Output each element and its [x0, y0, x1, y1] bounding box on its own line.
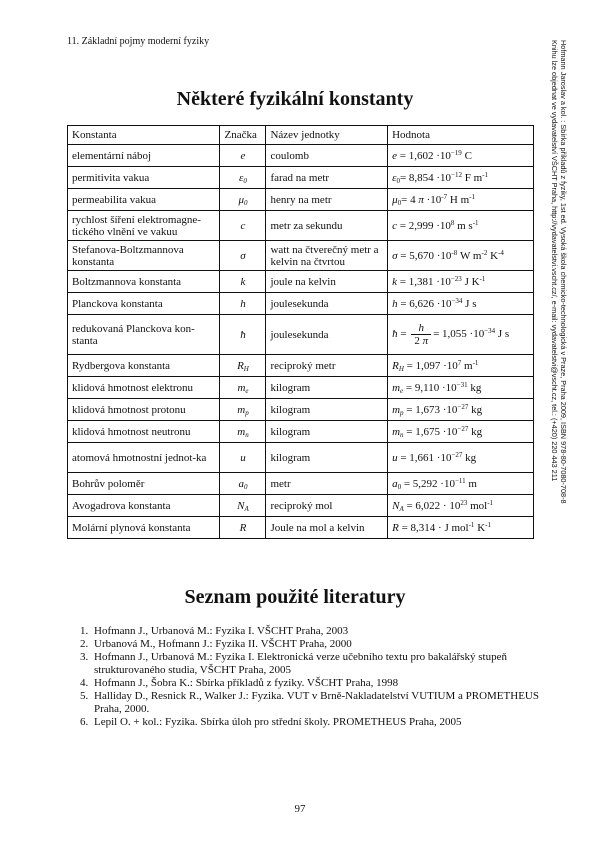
constant-name: Avogadrova konstanta [68, 495, 220, 517]
table-row [68, 421, 534, 443]
constants-title: Některé fyzikální konstanty [176, 88, 414, 110]
constant-symbol: $m_n$ [220, 421, 266, 443]
list-item: 1. Hofmann J., Urbanová M.: Fyzika I. VŠCHT Praha, 2003 [91, 625, 551, 638]
constant-value: $u = 1,661 \cdot 10^{-27}$ kg [388, 443, 534, 473]
constant-symbol: $m_e$ [220, 377, 266, 399]
table-row [68, 167, 534, 189]
constant-name: Planckova konstanta [68, 293, 220, 315]
constant-name: elementární náboj [68, 145, 220, 167]
side-note-line: Hofmann Jaroslav a kol. : Sbírka příkladů z fyziky, 1st ed. Vysoká škola chemicko-technologická v Praze, Praha 2009, ISBN 978-80-7080-708-8 [559, 40, 568, 504]
constant-symbol: $\mu_0$ [220, 189, 266, 211]
table-row [68, 517, 534, 539]
unit-name: kilogram [266, 443, 388, 473]
table-row [68, 377, 534, 399]
unit-name: kilogram [266, 377, 388, 399]
constant-symbol: ħ [220, 315, 266, 355]
constant-symbol: c [220, 211, 266, 241]
list-item: 5. Halliday D., Resnick R., Walker J.: Fyzika. VUT v Brně-Nakladatelství VUTIUM a PROMETHEUS Praha, 2000. [91, 690, 551, 716]
constant-value: $m_n = 1,675 \cdot 10^{-27}$ kg [388, 421, 534, 443]
constant-value: R = 8,314 · J mol$^{-1}$ $K^{-1}$ [388, 517, 534, 539]
constant-symbol: $a_0$ [220, 473, 266, 495]
list-item: 2. Urbanová M., Hofmann J.: Fyzika II. VŠCHT Praha, 2000 [91, 638, 551, 651]
constant-name: klidová hmotnost neutronu [68, 421, 220, 443]
table-row [68, 399, 534, 421]
column-header: Konstanta [68, 126, 220, 145]
constant-name: permitivita vakua [68, 167, 220, 189]
constant-value: $c = 2,999 \cdot 10^8$ m $s^{-1}$ [388, 211, 534, 241]
table-row [68, 495, 534, 517]
constant-value: $m_e = 9,110 \cdot 10^{-31}$ kg [388, 377, 534, 399]
unit-name: kilogram [266, 399, 388, 421]
constant-symbol: $\varepsilon_0$ [220, 167, 266, 189]
constant-value: $\varepsilon_0= 8,854 \cdot 10^{-12}$ F $m^{-1}$ [388, 167, 534, 189]
unit-name: metr [266, 473, 388, 495]
table-row [68, 355, 534, 377]
unit-name: reciproký metr [266, 355, 388, 377]
constant-value: $m_p = 1,673 \cdot 10^{-27}$ kg [388, 399, 534, 421]
constant-symbol: σ [220, 241, 266, 271]
constant-symbol: h [220, 293, 266, 315]
side-note-line: Knihu lze objednat ve vydavatelství VŠCHT Praha, http://vydavatelstvi.vscht.cz/, e-mail: vydavatelstvi@vscht.cz, tel.: (+420) 220 443 211 [550, 40, 559, 482]
table-row [68, 189, 534, 211]
column-header: Značka [220, 126, 266, 145]
constant-value: $\sigma = 5,670 \cdot 10^{-8}$ W $m^{-2}$ $K^{-4}$ [388, 241, 534, 271]
constant-value: $a_0 = 5,292 \cdot 10^{-11}$ m [388, 473, 534, 495]
constant-symbol: k [220, 271, 266, 293]
constant-name: klidová hmotnost protonu [68, 399, 220, 421]
column-header: Hodnota [388, 126, 534, 145]
table-row [68, 271, 534, 293]
table-row [68, 315, 534, 355]
unit-name: metr za sekundu [266, 211, 388, 241]
list-item: 3. Hofmann J., Urbanová M.: Fyzika I. Elektronická verze učebního textu pro bakalářský stupeň strukturovaného studia, VŠCHT Praha, 2005 [91, 651, 551, 677]
table-header-row [68, 126, 534, 145]
constant-symbol: $N_A$ [220, 495, 266, 517]
constant-name: redukovaná Planckova kon-stanta [68, 315, 220, 355]
unit-name: Joule na mol a kelvin [266, 517, 388, 539]
constant-name: permeabilita vakua [68, 189, 220, 211]
table-row [68, 211, 534, 241]
table-row [68, 241, 534, 271]
constant-value: $e = 1,602 \cdot 10^{-19}$ C [388, 145, 534, 167]
constant-name: Molární plynová konstanta [68, 517, 220, 539]
table-row [68, 443, 534, 473]
side-note-citation [550, 40, 568, 570]
unit-name: watt na čtverečný metr a kelvin na čtvrtou [266, 241, 388, 271]
column-header: Název jednotky [266, 126, 388, 145]
unit-name: kilogram [266, 421, 388, 443]
constant-name: Stefanova-Boltzmannova konstanta [68, 241, 220, 271]
constant-value: $k = 1,381 \cdot 10^{-23}$ J $K^{-1}$ [388, 271, 534, 293]
constant-value: ħ = $\frac{h}{2 \pi}$ = $1,055 \cdot 10^{-34}$ J s [388, 315, 534, 355]
list-item: 6. Lepil O. + kol.: Fyzika. Sbírka úloh pro střední školy. PROMETHEUS Praha, 2005 [91, 716, 551, 729]
table-row [68, 293, 534, 315]
constant-name: Bohrův poloměr [68, 473, 220, 495]
constant-symbol: e [220, 145, 266, 167]
table-row [68, 473, 534, 495]
unit-name: farad na metr [266, 167, 388, 189]
constant-symbol: $m_p$ [220, 399, 266, 421]
constant-name: atomová hmotnostní jednot-ka [68, 443, 220, 473]
unit-name: reciproký mol [266, 495, 388, 517]
constant-name: Rydbergova konstanta [68, 355, 220, 377]
constant-symbol: u [220, 443, 266, 473]
table-row [68, 145, 534, 167]
constant-symbol: R [220, 517, 266, 539]
constant-name: Boltzmannova konstanta [68, 271, 220, 293]
constant-name: rychlost šíření elektromagne-tického vlnění ve vakuu [68, 211, 220, 241]
constant-symbol: $R_H$ [220, 355, 266, 377]
list-item: 4. Hofmann J., Šobra K.: Sbírka příkladů z fyziky. VŠCHT Praha, 1998 [91, 677, 551, 690]
constant-value: $h = 6,626 \cdot 10^{-34}$ J s [388, 293, 534, 315]
constant-value: $R_H = 1,097 \cdot 10^7$ $m^{-1}$ [388, 355, 534, 377]
fraction: $\frac{h}{2 \pi}$ [411, 322, 431, 347]
constant-value: $\mu_0= 4$ $\pi \cdot 10^{-7}$ H $m^{-1}$ [388, 189, 534, 211]
constants-table [67, 125, 534, 539]
unit-name: joulesekunda [266, 315, 388, 355]
literature-list [70, 625, 551, 729]
page-number: 97 [294, 803, 306, 815]
constant-name: klidová hmotnost elektronu [68, 377, 220, 399]
unit-name: henry na metr [266, 189, 388, 211]
unit-name: joulesekunda [266, 293, 388, 315]
unit-name: joule na kelvin [266, 271, 388, 293]
running-header: 11. Základní pojmy moderní fyziky [67, 36, 210, 47]
literature-title: Seznam použité literatury [184, 586, 406, 608]
constant-value: $N_A = 6,022 \cdot 10^{23}$ mol$^{-1}$ [388, 495, 534, 517]
unit-name: coulomb [266, 145, 388, 167]
